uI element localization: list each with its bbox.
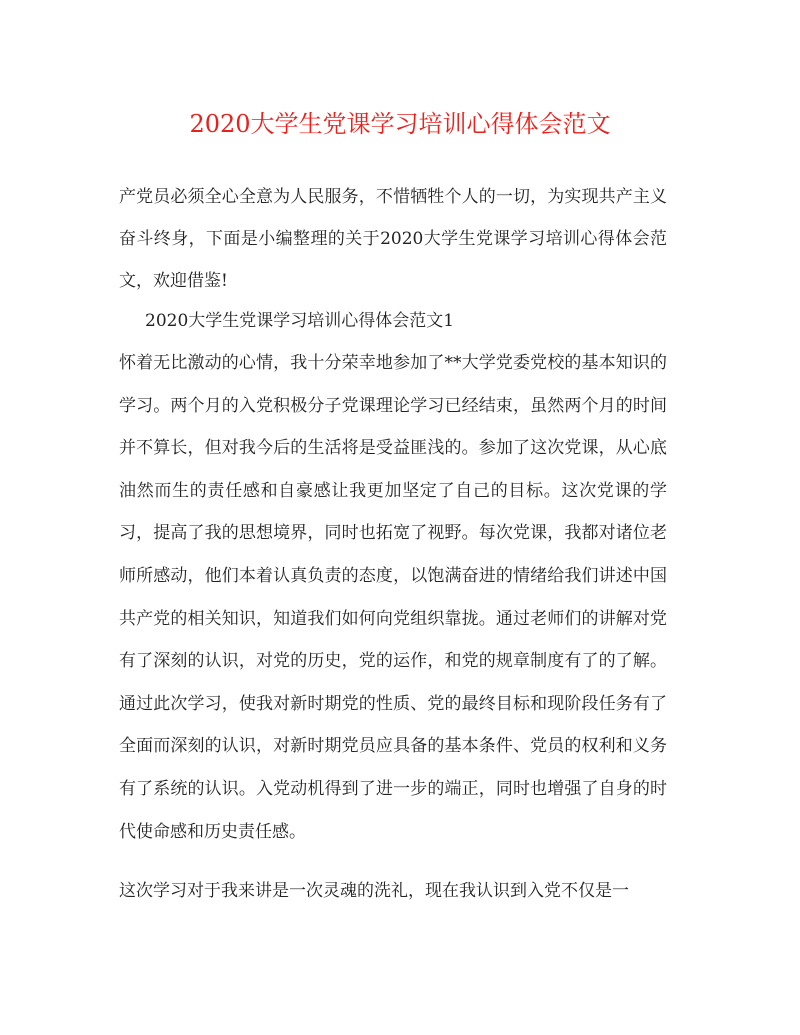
intro-paragraph: 产党员必须全心全意为人民服务，不惜牺牲个人的一切，为实现共产主义奋斗终身，下面是小编整理的关于2020大学生党课学习培训心得体会范文，欢迎借鉴! <box>119 187 667 291</box>
body-paragraph-2: 这次学习对于我来讲是一次灵魂的洗礼，现在我认识到入党不仅是一 <box>119 881 629 901</box>
document-title: 2020大学生党课学习培训心得体会范文 <box>189 110 611 138</box>
body-paragraph-1: 怀着无比激动的心情，我十分荣幸地参加了**大学党委党校的基本知识的学习。两个月的入党积极分子党课理论学习已经结束，虽然两个月的时间并不算长，但对我今后的生活将是受益匪浅的。参加了这次党课，从心底油然而生的责任感和自豪感让我更加坚定了自己的目标。这次党课的学习，提高了我的思想境界，同时也拓宽了视野。每次党课，我都对诸位老师所感动，他们本着认真负责的态度，以饱满奋进的情绪给我们讲述中国共产党的相关知识，知道我们如何向党组织靠拢。通过老师们的讲解对党有了深刻的认识，对党的历史，党的运作，和党的规章制度有了的了解。通过此次学习，使我对新时期党的性质、党的最终目标和现阶段任务有了全面而深刻的认识，对新时期党员应具备的基本条件、党员的权利和义务有了系统的认识。入党动机得到了进一步的端正，同时也增强了自身的时代使命感和历史责任感。 <box>119 353 667 842</box>
section-heading: 2020大学生党课学习培训心得体会范文1 <box>145 311 455 331</box>
